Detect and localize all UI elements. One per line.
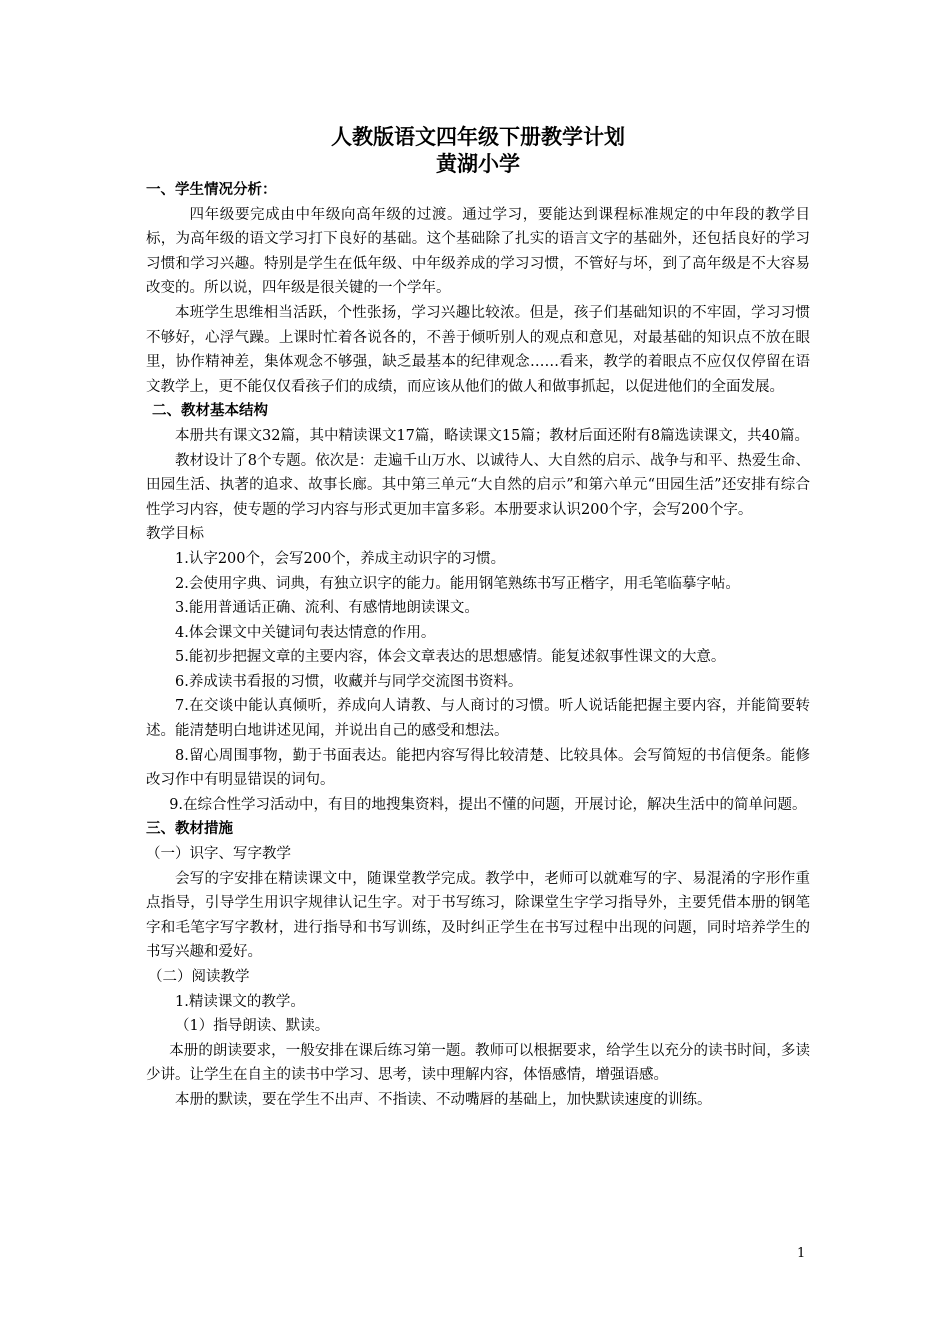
reading-item-1: 1.精读课文的教学。 [175, 993, 305, 1010]
document-title: 人教版语文四年级下册教学计划 [331, 125, 625, 149]
page-number: 1 [797, 1246, 806, 1261]
goal-item: 1.认字200个，会写200个，养成主动识字的习惯。 [175, 550, 506, 567]
goal-item: 8.留心周围事物，勤于书面表达。能把内容写得比较清楚、比较具体。会写简短的书信便条。能修改习作中有明显错误的词句。 [146, 747, 810, 789]
subsection-literacy-paragraph: 会写的字安排在精读课文中，随课堂教学完成。教学中，老师可以就难写的字、易混淆的字形作重点指导，引导学生用识字规律认记生字。对于书写练习，除课堂生字学习指导外，主要凭借本册的钢笔字和毛笔字写字教材，进行指导和书写训练，及时纠正学生在书写过程中出现的问题，同时培养学生的书写兴趣和爱好。 [146, 870, 810, 961]
reading-paragraph-2: 本册的默读，要在学生不出声、不指读、不动嘴唇的基础上，加快默读速度的训练。 [175, 1091, 712, 1108]
section2-paragraph-1: 本册共有课文32篇，其中精读课文17篇，略读课文15篇；教材后面还附有8篇选读课文，共40篇。 [175, 427, 810, 444]
subsection-reading-heading: （二）阅读教学 [148, 969, 250, 985]
section1-heading: 一、学生情况分析： [146, 182, 277, 198]
goal-item: 4.体会课文中关键词句表达情意的作用。 [175, 624, 436, 641]
school-name: 黄湖小学 [436, 152, 520, 176]
goal-item: 9.在综合性学习活动中，有目的地搜集资料，提出不懂的问题，开展讨论，解决生活中的简单问题。 [169, 796, 807, 813]
goal-item: 2.会使用字典、词典，有独立识字的能力。能用钢笔熟练书写正楷字，用毛笔临摹字帖。 [175, 575, 740, 592]
section2-heading: 二、教材基本结构 [152, 403, 268, 420]
section1-paragraph-1: 四年级要完成由中年级向高年级的过渡。通过学习，要能达到课程标准规定的中年段的教学目标，为高年级的语文学习打下良好的基础。这个基础除了扎实的语言文字的基础外，还包括良好的学习习惯和学习兴趣。特别是学生在低年级、中年级养成的学习习惯，不管好与坏，到了高年级是不大容易改变的。所以说，四年级是很关键的一个学年。 [146, 206, 810, 297]
reading-item-2: （1）指导朗读、默读。 [175, 1018, 330, 1035]
goal-item: 7.在交谈中能认真倾听，养成向人请教、与人商讨的习惯。听人说话能把握主要内容，并能简要转述。能清楚明白地讲述见闻，并说出自己的感受和想法。 [146, 698, 810, 740]
section1-paragraph-2: 本班学生思维相当活跃，个性张扬，学习兴趣比较浓。但是，孩子们基础知识的不牢固，学习习惯不够好，心浮气躁。上课时忙着各说各的，不善于倾听别人的观点和意见，对最基础的知识点不放在眼里，协作精神差，集体观念不够强，缺乏最基本的纪律观念……看来，教学的着眼点不应仅仅停留在语文教学上，更不能仅仅看孩子们的成绩，而应该从他们的做人和做事抓起，以促进他们的全面发展。 [146, 304, 810, 395]
section3-heading: 三、教材措施 [146, 821, 233, 838]
goal-item: 6.养成读书看报的习惯，收藏并与同学交流图书资料。 [175, 673, 523, 690]
teaching-goals-label: 教学目标 [146, 526, 204, 543]
subsection-literacy-heading: （一）识字、写字教学 [146, 846, 291, 863]
goal-item: 5.能初步把握文章的主要内容，体会文章表达的思想感情。能复述叙事性课文的大意。 [175, 649, 726, 666]
section2-paragraph-2: 教材设计了8个专题。依次是：走遍千山万水、以诚待人、大自然的启示、战争与和平、热爱生命、田园生活、执著的追求、故事长廊。其中第三单元“大自然的启示”和第六单元“田园生活”还安排有综合性学习内容，使专题的学习内容与形式更加丰富多彩。本册要求认识200个字，会写200个字。 [146, 452, 810, 518]
reading-paragraph-1: 本册的朗读要求，一般安排在课后练习第一题。教师可以根据要求，给学生以充分的读书时间，多读少讲。让学生在自主的读书中学习、思考，读中理解内容，体悟感情，增强语感。 [146, 1042, 810, 1084]
document-page [146, 124, 810, 1113]
goal-item: 3.能用普通话正确、流利、有感情地朗读课文。 [175, 600, 479, 617]
